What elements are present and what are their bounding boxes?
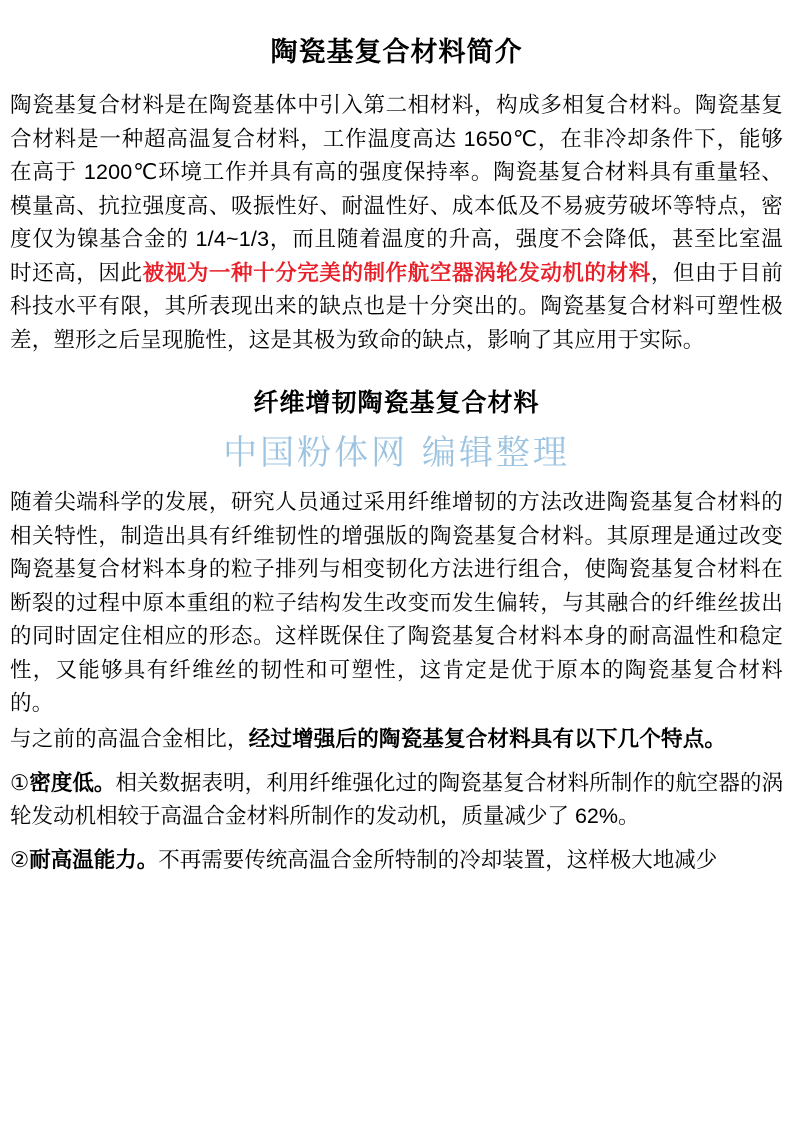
list-item-title: 耐高温能力。 [29,847,159,872]
list-item-text: 相关数据表明，利用纤维强化过的陶瓷基复合材料所制作的航空器的涡轮发动机相较于高温合金材料所制作的发动机，质量减少了 62%。 [10,770,783,829]
list-marker: ① [10,770,30,795]
page-title: 陶瓷基复合材料简介 [270,37,523,67]
comparison-paragraph [10,723,783,757]
list-marker: ② [10,847,30,872]
section-paragraph: 随着尖端科学的发展，研究人员通过采用纤维增韧的方法改进陶瓷基复合材料的相关特性，制造出具有纤维韧性的增强版的陶瓷基复合材料。其原理是通过改变陶瓷基复合材料本身的粒子排列与相变韧化方法进行组合，使陶瓷基复合材料在断裂的过程中原本重组的粒子结构发生改变而发生偏转，与其融合的纤维丝拔出的同时固定住相应的形态。这样既保住了陶瓷基复合材料本身的耐高温性和稳定性，又能够具有纤维丝的韧性和可塑性，这肯定是优于原本的陶瓷基复合材料的。 [10,490,783,716]
intro-highlight: 被视为一种十分完美的制作航空器涡轮发动机的材料 [142,260,651,285]
intro-paragraph [10,89,783,357]
intro-text-part-2: ，但由于目前科技水平有限，其所表现出来的缺点也是十分突出的。陶瓷基复合材料可塑性极差，塑形之后呈现脆性，这是其极为致命的缺点，影响了其应用于实际。 [10,260,784,352]
watermark-text: 中国粉体网 编辑整理 [223,433,570,474]
list-item [10,844,783,878]
comparison-bold: 经过增强后的陶瓷基复合材料具有以下几个特点。 [248,726,727,751]
list-item [10,767,783,834]
list-item-title: 密度低。 [29,770,116,795]
intro-text-part-1: 陶瓷基复合材料是在陶瓷基体中引入第二相材料，构成多相复合材料。陶瓷基复合材料是一种超高温复合材料，工作温度高达 1650℃，在非冷却条件下，能够在高于 1200℃环境工作并具有高的强度保持率。陶瓷基复合材料具有重量轻、模量高、抗拉强度高、吸振性好、耐温性好、成本低及不易疲劳破坏等特点，密度仅为镍基合金的 1/4~1/3，而且随着温度的升高，强度不会降低，甚至比室温时还高，因此 [10,93,783,285]
list-item-text: 不再需要传统高温合金所特制的冷却装置，这样极大地减少 [158,847,718,872]
section-heading: 纤维增韧陶瓷基复合材料 [253,389,540,418]
comparison-lead: 与之前的高温合金相比， [10,726,249,751]
